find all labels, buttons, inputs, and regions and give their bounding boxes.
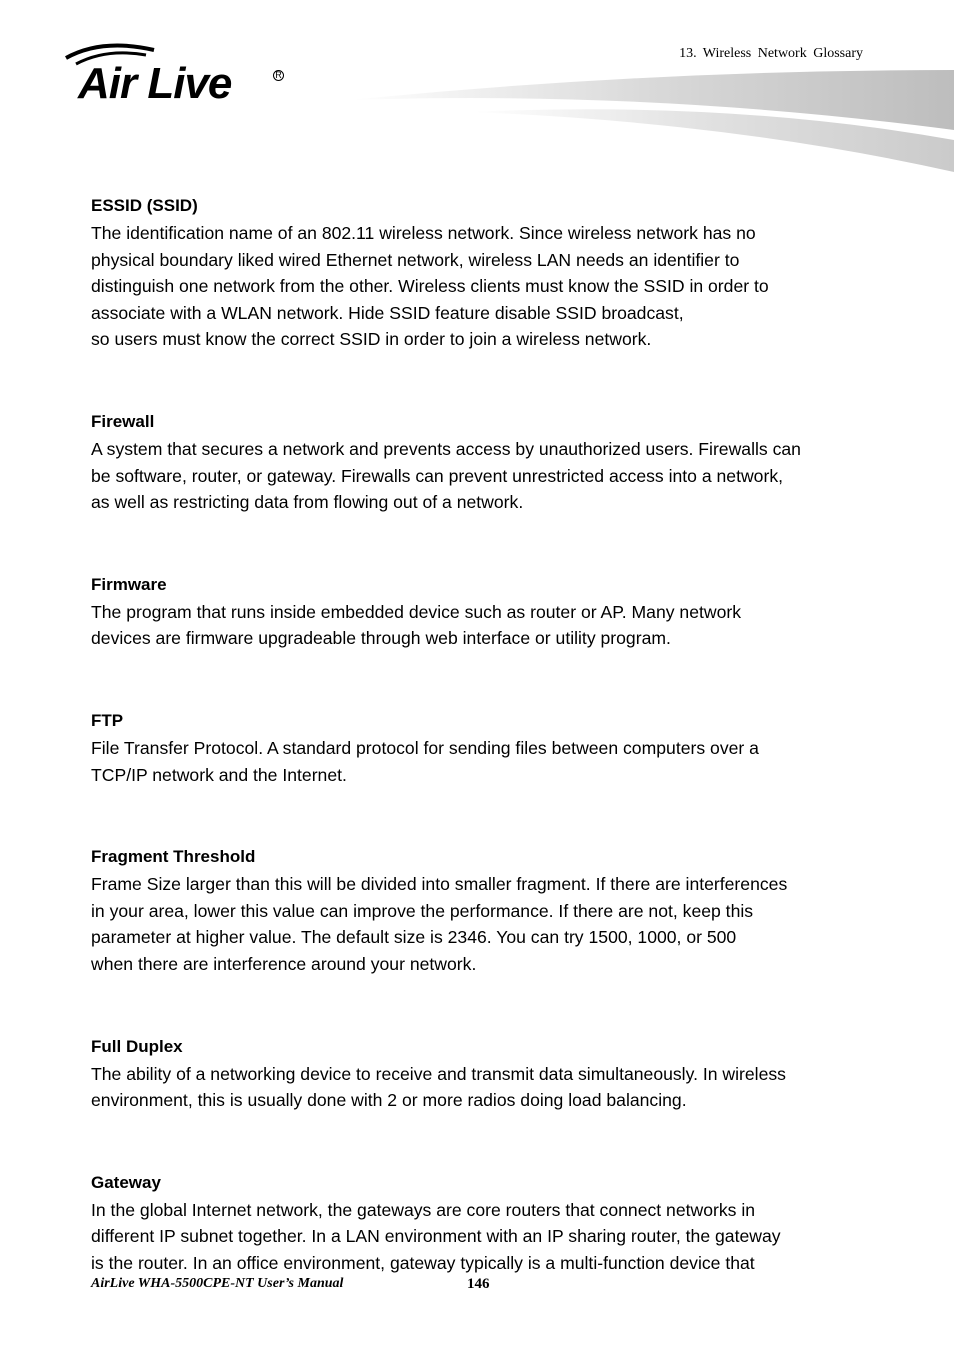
- entry-fragment-threshold: [91, 844, 871, 977]
- term-definition: The ability of a networking device to receive and transmit data simultaneously. In wireless environment, this is usually done with 2 or more radios doing load balancing.: [91, 1063, 786, 1111]
- term-heading: Gateway: [91, 1172, 161, 1192]
- footer-manual-title: AirLive WHA-5500CPE-NT User’s Manual: [91, 1276, 344, 1291]
- term-definition: Frame Size larger than this will be divided into smaller fragment. If there are interferences in your area, lower this value can improve the performance. If there are not, keep this parameter at higher value. The default size is 2346. You can try 1500, 1000, or 500 when there are interference around your network.: [91, 874, 788, 974]
- term-heading: Fragment Threshold: [91, 847, 256, 867]
- term-definition: A system that secures a network and prevents access by unauthorized users. Firewalls can be software, router, or gateway. Firewalls can prevent unrestricted access into a network, as well as restricting data from flowing out of a network.: [91, 438, 801, 513]
- registered-mark: R: [273, 70, 284, 81]
- term-heading: Full Duplex: [91, 1036, 183, 1056]
- header-swoosh: [350, 60, 954, 180]
- entry-essid: [91, 193, 871, 353]
- airlive-logo: [62, 40, 292, 110]
- term-definition: The program that runs inside embedded device such as router or AP. Many network devices are firmware upgradeable through web interface or utility program.: [91, 601, 742, 649]
- term-definition: File Transfer Protocol. A standard protocol for sending files between computers over a TCP/IP network and the Internet.: [91, 737, 759, 785]
- term-heading: ESSID (SSID): [91, 196, 198, 215]
- entry-ftp: [91, 708, 871, 788]
- entry-gateway: [91, 1170, 871, 1277]
- term-heading: Firewall: [91, 411, 155, 431]
- term-heading: Firmware: [91, 574, 167, 594]
- logo-wordmark: Air Live: [78, 59, 232, 108]
- entry-firewall: [91, 409, 871, 516]
- section-title: 13. Wireless Network Glossary: [679, 46, 863, 61]
- term-heading: FTP: [91, 710, 124, 730]
- page-number: 146: [467, 1276, 490, 1292]
- glossary-content: [91, 193, 871, 1332]
- entry-firmware: [91, 572, 871, 652]
- term-definition: In the global Internet network, the gateways are core routers that connect networks in different IP subnet together. In a LAN environment with an IP sharing router, the gateway is the router. In an office environment, gateway typically is a multi-function device that: [91, 1199, 781, 1273]
- entry-full-duplex: [91, 1034, 871, 1114]
- term-definition: The identification name of an 802.11 wireless network. Since wireless network has no physical boundary liked wired Ethernet network, wireless LAN needs an identifier to distinguish one network from the other. Wireless clients must know the SSID in order to associate with a WLAN network. Hide SSID feature disable SSID broadcast, so users must know the correct SSID in order to join a wireless network.: [91, 223, 769, 350]
